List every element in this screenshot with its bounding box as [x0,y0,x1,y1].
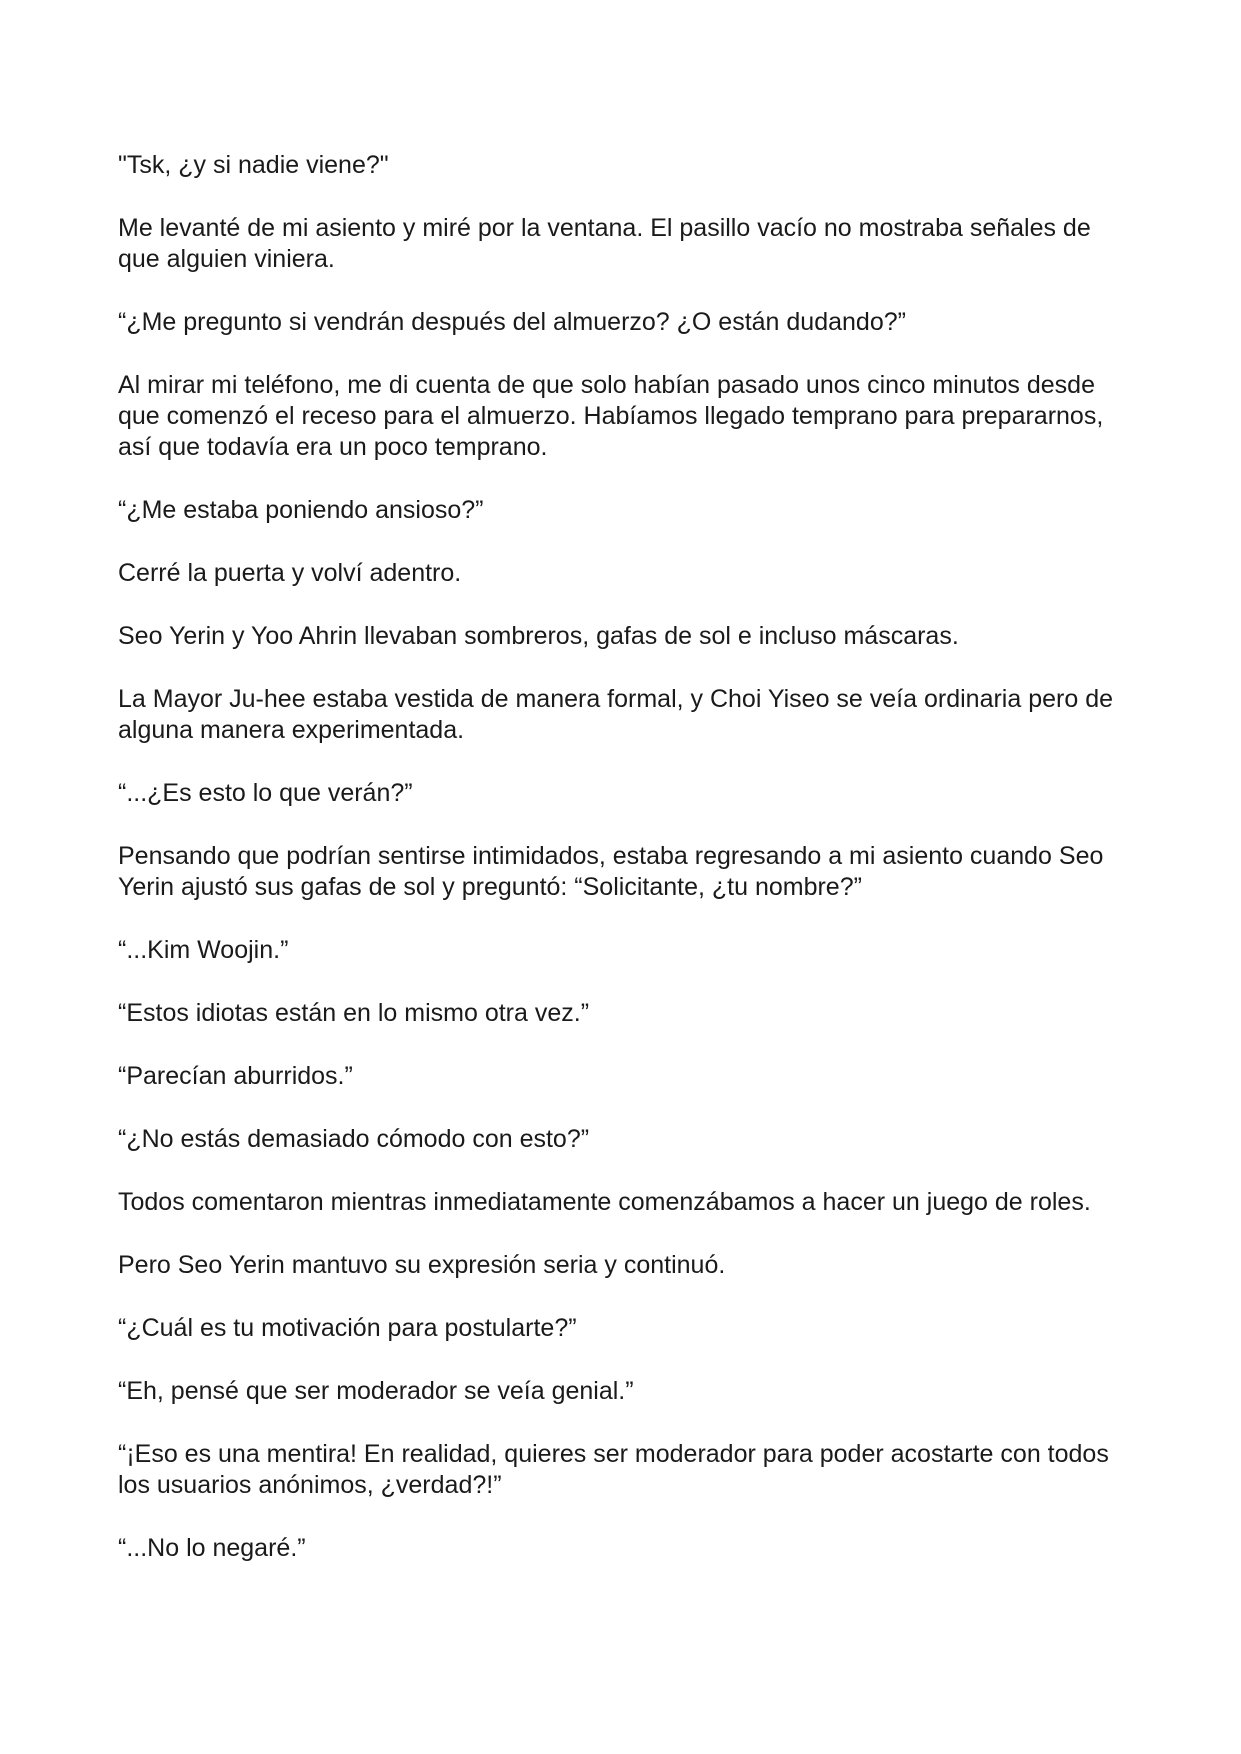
paragraph: “¿Me pregunto si vendrán después del almuerzo? ¿O están dudando?” [118,308,906,336]
paragraph: Me levanté de mi asiento y miré por la ventana. El pasillo vacío no mostraba señales de que alguien viniera. [118,214,1091,273]
paragraph: “¿No estás demasiado cómodo con esto?” [118,1125,590,1153]
paragraph: Pensando que podrían sentirse intimidados, estaba regresando a mi asiento cuando Seo Yerin ajustó sus gafas de sol y preguntó: “Solicitante, ¿tu nombre?” [118,842,1104,901]
paragraph: “Eh, pensé que ser moderador se veía genial.” [118,1377,634,1405]
paragraph: "Tsk, ¿y si nadie viene?" [118,151,389,179]
paragraph: Al mirar mi teléfono, me di cuenta de que solo habían pasado unos cinco minutos desde que comenzó el receso para el almuerzo. Habíamos llegado temprano para prepararnos, así que todavía era un poco temprano. [118,371,1104,461]
paragraph: “¿Me estaba poniendo ansioso?” [118,496,484,524]
paragraph: “...No lo negaré.” [118,1534,306,1562]
paragraph: Cerré la puerta y volví adentro. [118,559,462,587]
paragraph: Pero Seo Yerin mantuvo su expresión seria y continuó. [118,1251,726,1279]
document-body [118,150,1138,1596]
paragraph: Todos comentaron mientras inmediatamente comenzábamos a hacer un juego de roles. [118,1188,1091,1216]
paragraph: La Mayor Ju-hee estaba vestida de manera formal, y Choi Yiseo se veía ordinaria pero de alguna manera experimentada. [118,685,1113,744]
paragraph: “...Kim Woojin.” [118,936,289,964]
paragraph: “¡Eso es una mentira! En realidad, quieres ser moderador para poder acostarte con todos los usuarios anónimos, ¿verdad?!” [118,1440,1109,1499]
paragraph: “Estos idiotas están en lo mismo otra vez.” [118,999,590,1027]
paragraph: “¿Cuál es tu motivación para postularte?” [118,1314,577,1342]
paragraph: “...¿Es esto lo que verán?” [118,779,413,807]
paragraph: Seo Yerin y Yoo Ahrin llevaban sombreros, gafas de sol e incluso máscaras. [118,622,959,650]
paragraph: “Parecían aburridos.” [118,1062,353,1090]
